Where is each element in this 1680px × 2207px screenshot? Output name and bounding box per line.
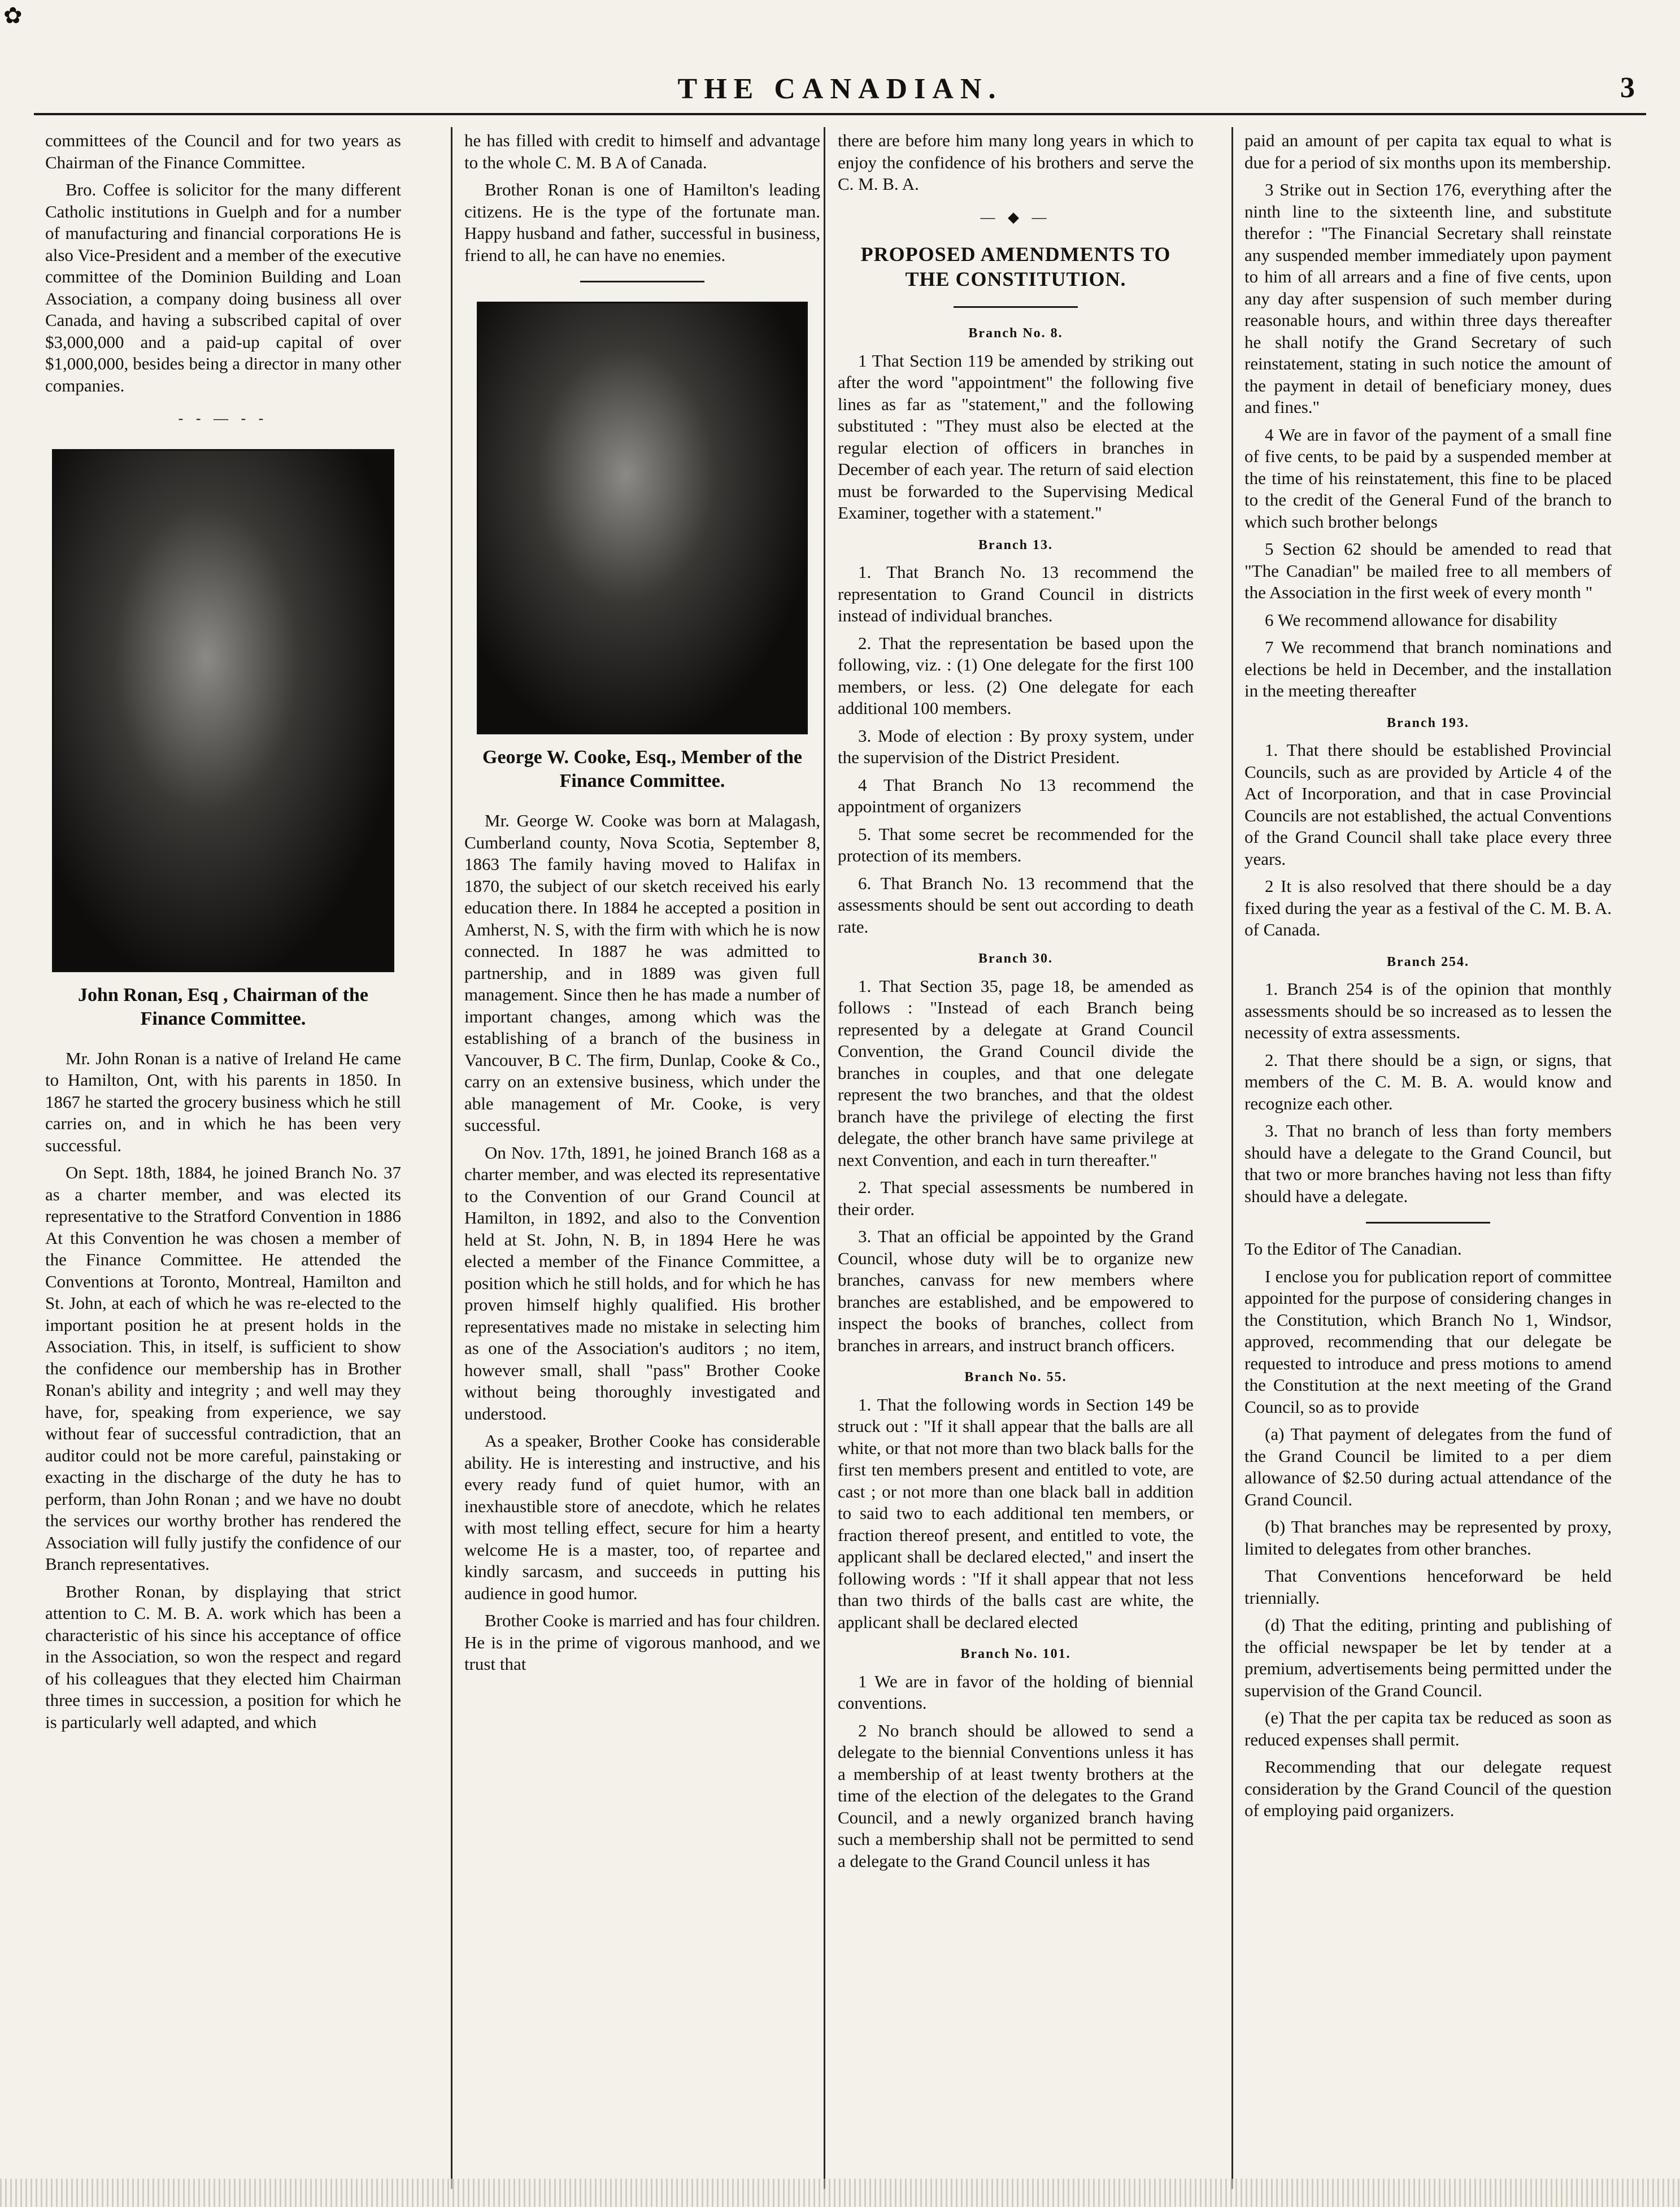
- column-2: [464, 130, 820, 2118]
- paragraph: committees of the Council and for two years as Chairman of the Finance Committee.: [45, 130, 401, 172]
- portrait-george-cooke: [477, 302, 808, 734]
- paragraph: 3 Strike out in Section 176, everything after the ninth line to the sixteenth line, and substitute therefor : "The Financial Secretary shall reinstate any suspended member immediately upon payment to him of all arrears and a fine of five cents, upon any day after suspension of such member during reasonable hours, and within three days thereafter he shall notify the Grand Secretary of such reinstatement, stating in such notice the amount of the payment in detail of beneficiary money, dues and fines.": [1244, 180, 1612, 417]
- paragraph: 2 It is also resolved that there should be a day fixed during the year as a festival of the C. M. B. A. of Canada.: [1244, 876, 1612, 939]
- page-number: 3: [1620, 72, 1635, 104]
- paragraph: Mr. John Ronan is a native of Ireland He came to Hamilton, Ont, with his parents in 1850. In 1867 he started the grocery business which he still carries on, and in which he has been very successful.: [45, 1048, 401, 1155]
- paragraph: 1. That there should be established Provincial Councils, such as are provided by Article 4 of the Act of Incorporation, and that in case Provincial Councils are not established, the actual Conventions of the Grand Council shall take place every three years.: [1244, 740, 1612, 869]
- paragraph: 6 We recommend allowance for disability: [1265, 610, 1557, 630]
- column-3: [838, 130, 1194, 2118]
- section-heading: PROPOSED AMENDMENTS TO THE CONSTITUTION.: [860, 243, 1171, 290]
- column-rule: [451, 127, 452, 2189]
- paragraph: 4 We are in favor of the payment of a small fine of five cents, to be paid by a suspended member at the time of his reinstatement, this fine to be placed to the credit of the General Fund of the branch to which such brother belongs: [1244, 424, 1612, 532]
- paragraph: I enclose you for publication report of committee appointed for the purpose of considering changes in the Constitution, which Branch No 1, Windsor, approved, recommending that our delegate be requested to introduce and press motions to amend the Constitution at the next meeting of the Grand Council, so as to provide: [1244, 1266, 1612, 1417]
- paragraph: he has filled with credit to himself and advantage to the whole C. M. B A of Canada.: [464, 130, 820, 172]
- paragraph: paid an amount of per capita tax equal to what is due for a period of six months upon its membership.: [1244, 130, 1612, 172]
- branch-heading: Branch No. 55.: [964, 1370, 1067, 1385]
- paragraph: 5 Section 62 should be amended to read that "The Canadian" be mailed free to all members of the Association in the first week of every month ": [1244, 539, 1612, 602]
- paragraph: 6. That Branch No. 13 recommend that the assessments should be sent out according to death rate.: [838, 873, 1194, 937]
- paragraph: Brother Cooke is married and has four children. He is in the prime of vigorous manhood, and we trust that: [464, 1610, 820, 1674]
- paragraph: (d) That the editing, printing and publishing of the official newspaper be let by tender at a premium, advertisements being permitted under the supervision of the Grand Council.: [1244, 1615, 1612, 1700]
- paragraph: there are before him many long years in which to enjoy the confidence of his brothers and serve the C. M. B. A.: [838, 130, 1194, 194]
- paragraph: 2. That the representation be based upon the following, viz. : (1) One delegate for the first 100 members, or less. (2) One delegate for each additional 100 members.: [838, 633, 1194, 718]
- paragraph: That Conventions henceforward be held triennially.: [1244, 1566, 1612, 1608]
- column-1: [45, 130, 401, 2118]
- paragraph: 1. That Section 35, page 18, be amended as follows : "Instead of each Branch being represented by a delegate at Grand Council Convention, the Grand Council divide the branches in couples, and that one delegate represent the two branches, and that the oldest branch have the privilege of electing the first delegate, the other branch have same privilege at next Convention, and each in turn thereafter.": [838, 976, 1194, 1170]
- column-rule: [1231, 127, 1233, 2189]
- newspaper-title: THE CANADIAN.: [677, 73, 1003, 105]
- portrait-john-ronan: [52, 449, 394, 972]
- separator: - - — - -: [178, 410, 268, 426]
- separator: [1366, 1222, 1490, 1224]
- separator: — ◆ —: [980, 208, 1051, 225]
- column-4: [1244, 130, 1612, 2118]
- column-rule: [824, 127, 825, 2189]
- paragraph: Mr. George W. Cooke was born at Malagash, Cumberland county, Nova Scotia, September 8, 1863 The family having moved to Halifax in 1870, the subject of our sketch received his early education there. In 1884 he accepted a position in Amherst, N. S, with the firm with which he is now connected. In 1887 he was admitted to partnership, and in 1889 was given full management. Since then he has made a number of important changes, among which was the establishing of a branch of the business in Vancouver, B C. The firm, Dunlap, Cooke & Co., carry on an extensive business, which under the able management of Mr. Cooke, is very successful.: [464, 811, 820, 1135]
- paragraph: 7 We recommend that branch nominations and elections be held in December, and the installation in the meeting thereafter: [1244, 637, 1612, 700]
- paragraph: Bro. Coffee is solicitor for the many different Catholic institutions in Guelph and for a number of manufacturing and financial corporations He is also Vice-President and a member of the executive committee of the Dominion Building and Loan Association, a company doing business all over Canada, and having a subscribed capital of over $3,000,000 and a paid-up capital of over $1,000,000, besides being a director in many other companies.: [45, 180, 401, 395]
- paragraph: 1 We are in favor of the holding of biennial conventions.: [838, 1671, 1194, 1713]
- paragraph: 3. That no branch of less than forty members should have a delegate to the Grand Council, but that two or more branches having not less than fifty should have a delegate.: [1244, 1121, 1612, 1206]
- paragraph: 1. Branch 254 is of the opinion that monthly assessments should be so increased as to lessen the necessity of extra assessments.: [1244, 979, 1612, 1042]
- corner-ornament: ✿: [3, 3, 23, 28]
- portrait-caption: George W. Cooke, Esq., Member of the Finance Committee.: [482, 747, 802, 791]
- paragraph: 3. Mode of election : By proxy system, under the supervision of the District President.: [838, 725, 1194, 767]
- branch-heading: Branch 30.: [978, 951, 1053, 966]
- paragraph: 4 That Branch No 13 recommend the appointment of organizers: [838, 774, 1194, 816]
- paragraph: 2. That special assessments be numbered in their order.: [838, 1177, 1194, 1219]
- branch-heading: Branch No. 8.: [968, 326, 1063, 341]
- portrait-caption: John Ronan, Esq , Chairman of the Finance Committee.: [78, 984, 368, 1029]
- branch-heading: Branch 193.: [1386, 715, 1469, 730]
- paragraph: 1. That Branch No. 13 recommend the representation to Grand Council in districts instead of individual branches.: [838, 562, 1194, 625]
- paragraph: (b) That branches may be represented by proxy, limited to delegates from other branches.: [1244, 1517, 1612, 1559]
- branch-heading: Branch No. 101.: [960, 1647, 1071, 1661]
- paragraph: 1 That Section 119 be amended by striking out after the word "appointment" the following five lines as far as "statement," and the following substituted : "They must also be elected at the regular election of officers in branches in December of each year. The return of said election must be forwarded to the Supervising Medical Examiner, together with a statement.": [838, 350, 1194, 523]
- paragraph: On Nov. 17th, 1891, he joined Branch 168 as a charter member, and was elected its representative to the Convention of our Grand Council at Hamilton, in 1892, and also to the Convention held at St. John, N. B, in 1894 Here he was elected a member of the Finance Committee, a position which he still holds, and for which he has proven himself highly qualified. His brother representatives made no mistake in selecting him as one of the Association's auditors ; no item, however small, shall "pass" Brother Cooke without being thoroughly investigated and understood.: [464, 1142, 820, 1424]
- paragraph: 5. That some secret be recommended for the protection of its members.: [838, 824, 1194, 865]
- paragraph: 1. That the following words in Section 149 be struck out : "If it shall appear that the balls are all white, or that not more than two black balls for the first ten members present and entitled to vote, are cast ; or not more than one black ball in addition to said two to each additional ten members, or fraction thereof present, and entitled to vote, the applicant shall be declared elected," and insert the following words : "If it shall appear that not less than two thirds of the balls cast are white, the applicant shall be declared elected: [838, 1394, 1194, 1632]
- paragraph: As a speaker, Brother Cooke has considerable ability. He is interesting and instructive, and his every ready fund of quiet humor, with an inexhaustible store of anecdote, which he relates with most telling effect, secure for him a hearty welcome He is a master, too, of repartee and kindly sarcasm, and succeeds in putting his audience in good humor.: [464, 1431, 820, 1603]
- separator: [580, 281, 704, 282]
- separator: [954, 306, 1078, 308]
- paragraph: (a) That payment of delegates from the fund of the Grand Council be limited to a per diem allowance of $2.50 during actual attendance of the Grand Council.: [1244, 1424, 1612, 1509]
- paragraph: 2 No branch should be allowed to send a delegate to the biennial Conventions unless it has a membership of at least twenty brothers at the time of the election of the delegates to the Grand Council, and a newly organized branch having such a membership shall not be permitted to send a delegate to the Grand Council unless it has: [838, 1720, 1194, 1871]
- paragraph: On Sept. 18th, 1884, he joined Branch No. 37 as a charter member, and was elected its representative to the Stratford Convention in 1886 At this Convention he was chosen a member of the Finance Committee. He attended the Conventions at Toronto, Montreal, Hamilton and St. John, at each of which he was re-elected to the important position he at present holds in the Association. This, in itself, is sufficient to show the confidence our membership has in Brother Ronan's ability and integrity ; and well may they have, for, speaking from experience, we say without fear of successful contradiction, that an auditor could not be more careful, painstaking or exacting in the discharge of the duty he has to perform, than John Ronan ; and we have no doubt the services our worthy brother has rendered the Association will fully justify the confidence of our Branch representatives.: [45, 1163, 401, 1574]
- paragraph: Recommending that our delegate request consideration by the Grand Council of the question of employing paid organizers.: [1244, 1757, 1612, 1820]
- scan-edge: [0, 2179, 1680, 2207]
- paragraph: 3. That an official be appointed by the Grand Council, whose duty will be to organize new branches, canvass for new members where branches are established, and be empowered to inspect the books of branches, collect from branches in arrears, and instruct branch officers.: [838, 1226, 1194, 1355]
- branch-heading: Branch 13.: [978, 537, 1053, 552]
- paragraph: Brother Ronan is one of Hamilton's leading citizens. He is the type of the fortunate man. Happy husband and father, successful in business, friend to all, he can have no enemies.: [464, 180, 820, 265]
- paragraph: Brother Ronan, by displaying that strict attention to C. M. B. A. work which has been a characteristic of his since his acceptance of office in the Association, so won the respect and regard of his colleagues that they elected him Chairman three times in succession, a position for which he is particularly well adapted, and which: [45, 1581, 401, 1732]
- branch-heading: Branch 254.: [1386, 954, 1469, 969]
- paragraph: (e) That the per capita tax be reduced as soon as reduced expenses shall permit.: [1244, 1708, 1612, 1749]
- letter-salutation: To the Editor of The Canadian.: [1244, 1239, 1462, 1259]
- paragraph: 2. That there should be a sign, or signs, that members of the C. M. B. A. would know and recognize each other.: [1244, 1050, 1612, 1113]
- masthead: [34, 68, 1646, 115]
